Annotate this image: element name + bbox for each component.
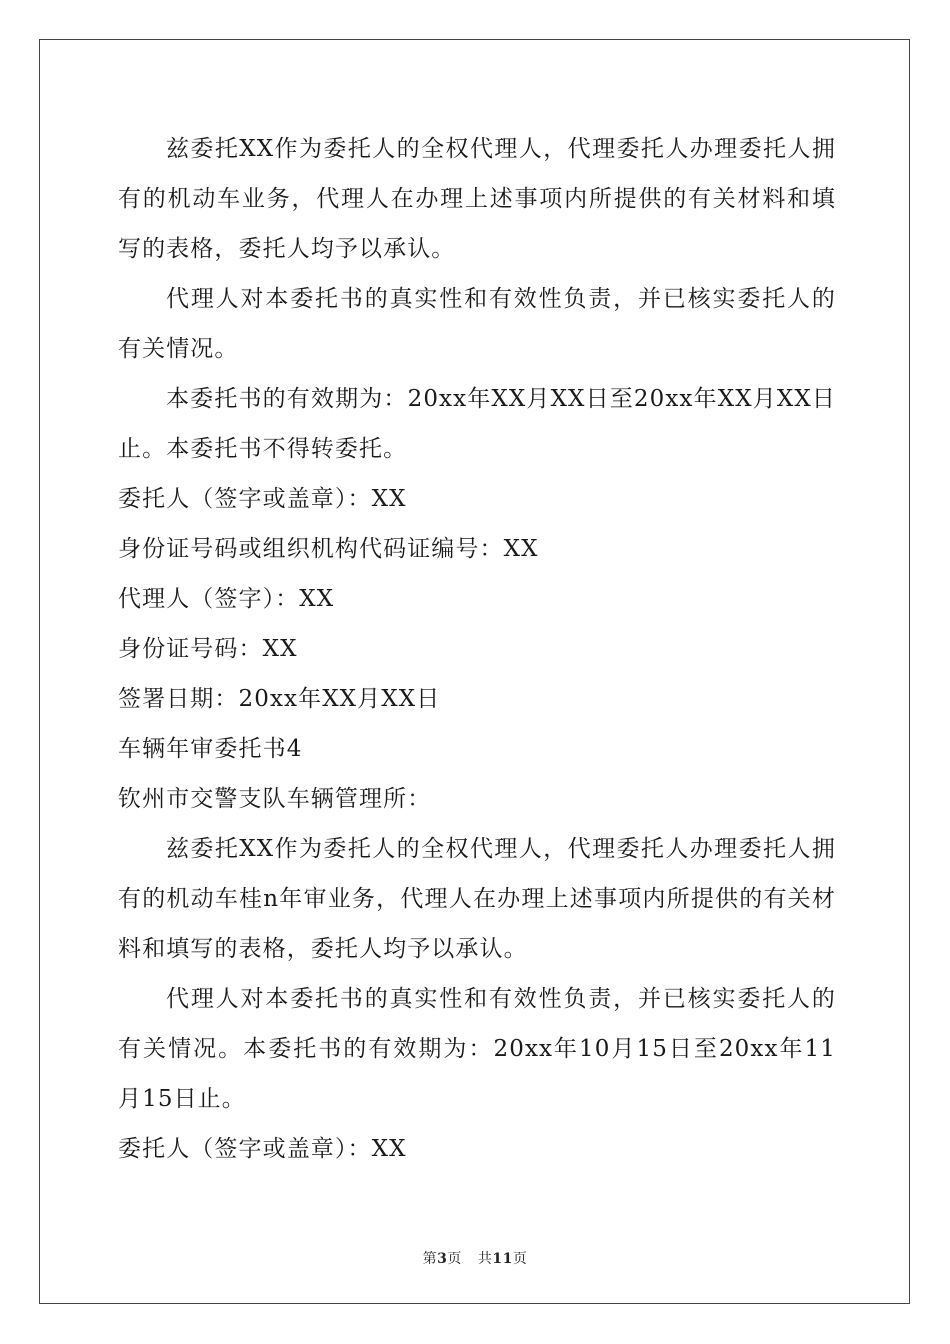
line-agent-signature: 代理人（签字）：XX (118, 586, 335, 612)
section-heading: 车辆年审委托书4 (118, 736, 303, 762)
document-body (118, 124, 836, 1174)
line-agent-id: 身份证号码：XX (118, 636, 298, 662)
page-footer (0, 1248, 950, 1268)
total-suffix: 页 (512, 1251, 528, 1267)
paragraph-responsibility-2: 代理人对本委托书的真实性和有效性负责，并已核实委托人的有关情况。本委托书的有效期为：20xx年10月15日至20xx年11月15日止。 (118, 986, 836, 1112)
paragraph-authorization-2: 兹委托XX作为委托人的全权代理人，代理委托人办理委托人拥有的机动车桂n年审业务，代理人在办理上述事项内所提供的有关材料和填写的表格，委托人均予以承认。 (118, 836, 836, 962)
paragraph-responsibility: 代理人对本委托书的真实性和有效性负责，并已核实委托人的有关情况。 (118, 286, 836, 362)
line-principal-signature: 委托人（签字或盖章）：XX (118, 486, 407, 512)
addressee-line: 钦州市交警支队车辆管理所： (118, 786, 432, 812)
page-number: 3 (437, 1251, 448, 1267)
paragraph-authorization: 兹委托XX作为委托人的全权代理人，代理委托人办理委托人拥有的机动车业务，代理人在办理上述事项内所提供的有关材料和填写的表格，委托人均予以承认。 (118, 136, 836, 262)
line-principal-signature-2: 委托人（签字或盖章）：XX (118, 1136, 407, 1162)
total-pages: 11 (492, 1251, 513, 1267)
paragraph-validity: 本委托书的有效期为：20xx年XX月XX日至20xx年XX月XX日止。本委托书不得转委托。 (118, 386, 836, 462)
total-prefix: 共 (477, 1251, 493, 1267)
line-principal-id: 身份证号码或组织机构代码证编号：XX (118, 536, 539, 562)
line-signing-date: 签署日期：20xx年XX月XX日 (118, 686, 441, 712)
page-prefix: 第 (422, 1251, 438, 1267)
page-suffix: 页 (447, 1251, 462, 1267)
